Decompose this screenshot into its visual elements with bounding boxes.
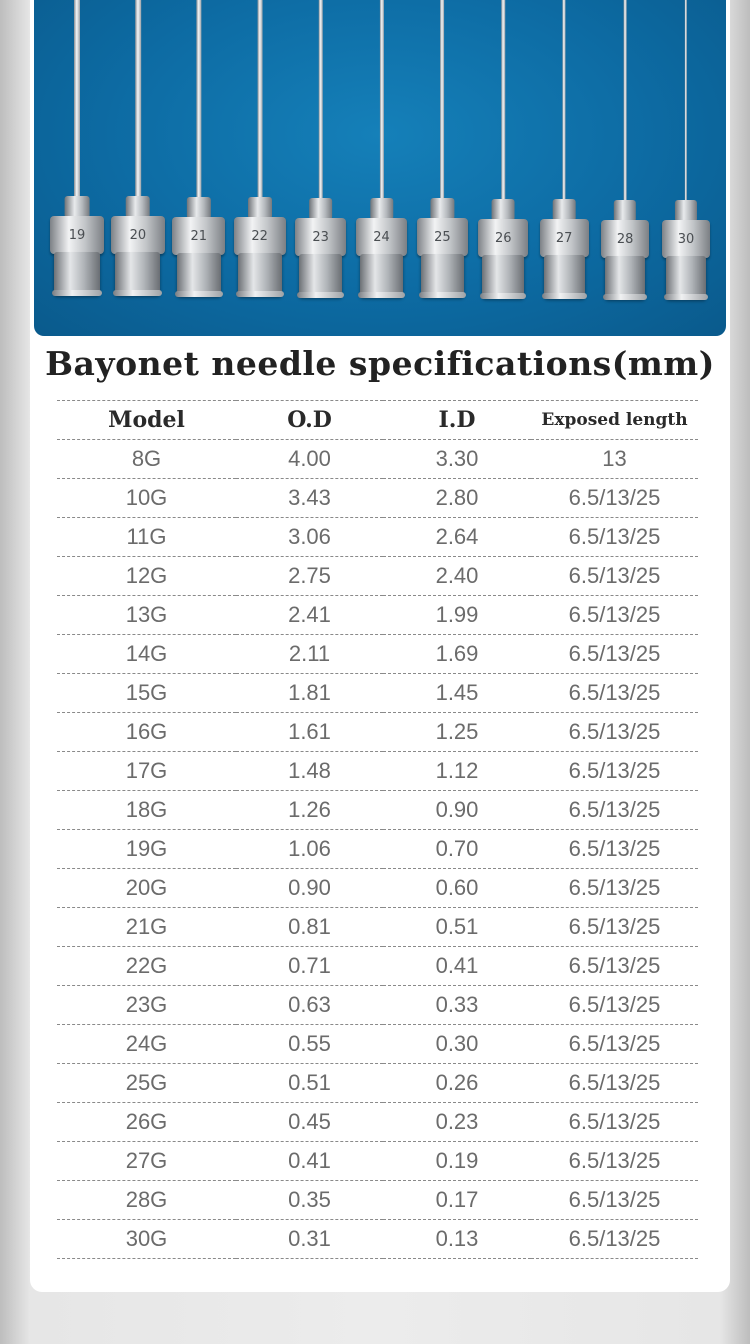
cell-model: 13G (57, 596, 236, 635)
needle-collar (309, 198, 333, 220)
cell-exposed-length: 6.5/13/25 (531, 830, 698, 869)
col-header-exposed-length: Exposed length (531, 401, 698, 440)
cell-exposed-length: 6.5/13/25 (531, 518, 698, 557)
cell-model: 28G (57, 1181, 236, 1220)
cell-id: 1.45 (383, 674, 531, 713)
table-row (57, 479, 698, 518)
needle-gauge-label: 27 (555, 231, 573, 247)
needle-21g (172, 0, 225, 300)
table-row (57, 752, 698, 791)
table-row (57, 635, 698, 674)
table-row (57, 1142, 698, 1181)
cell-id: 0.70 (383, 830, 531, 869)
cell-od: 0.55 (236, 1025, 383, 1064)
needle-22g (234, 0, 286, 300)
spec-table (57, 400, 698, 1259)
table-row (57, 1064, 698, 1103)
table-row (57, 791, 698, 830)
col-header-id: I.D (383, 401, 531, 440)
cell-model: 26G (57, 1103, 236, 1142)
needle-base (421, 254, 463, 296)
cell-model: 23G (57, 986, 236, 1025)
needle-collar (126, 196, 151, 218)
cell-model: 10G (57, 479, 236, 518)
cell-model: 30G (57, 1220, 236, 1259)
cell-id: 3.30 (383, 440, 531, 479)
needle-base (605, 256, 646, 298)
needle-gauge-label: 26 (495, 230, 512, 246)
cell-id: 0.23 (383, 1103, 531, 1142)
table-row (57, 986, 698, 1025)
cell-exposed-length: 6.5/13/25 (531, 1181, 698, 1220)
cell-model: 12G (57, 557, 236, 596)
needle-20g (111, 0, 164, 300)
table-row (57, 713, 698, 752)
needle-base (54, 252, 99, 294)
cell-id: 2.40 (383, 557, 531, 596)
needle-gauge-label: 25 (434, 230, 451, 246)
table-row (57, 1103, 698, 1142)
cell-od: 0.31 (236, 1220, 383, 1259)
needle-base (666, 256, 706, 298)
needle-gauge-label: 21 (190, 228, 208, 244)
table-header-row (57, 401, 698, 440)
cell-model: 18G (57, 791, 236, 830)
cell-od: 0.35 (236, 1181, 383, 1220)
cell-id: 1.25 (383, 713, 531, 752)
needle-shaft (685, 0, 687, 200)
table-row (57, 440, 698, 479)
needle-shaft (563, 0, 566, 199)
cell-od: 1.61 (236, 713, 383, 752)
needle-base (544, 255, 585, 297)
cell-exposed-length: 6.5/13/25 (531, 791, 698, 830)
needle-collar (553, 199, 576, 221)
cell-exposed-length: 6.5/13/25 (531, 1220, 698, 1259)
col-header-model: Model (57, 401, 236, 440)
cell-od: 0.71 (236, 947, 383, 986)
cell-exposed-length: 6.5/13/25 (531, 752, 698, 791)
needle-28g (601, 0, 650, 300)
cell-id: 1.69 (383, 635, 531, 674)
needle-23g (295, 0, 347, 300)
needle-19g (50, 0, 104, 300)
cell-od: 0.81 (236, 908, 383, 947)
cell-id: 0.26 (383, 1064, 531, 1103)
cell-od: 2.11 (236, 635, 383, 674)
table-row (57, 1220, 698, 1259)
table-row (57, 518, 698, 557)
needle-shaft (440, 0, 444, 198)
table-row (57, 674, 698, 713)
cell-model: 14G (57, 635, 236, 674)
table-row (57, 947, 698, 986)
needle-shaft (379, 0, 383, 198)
cell-id: 0.90 (383, 791, 531, 830)
needle-base (299, 254, 342, 296)
table-row (57, 1025, 698, 1064)
needle-shaft (196, 0, 201, 197)
cell-exposed-length: 6.5/13/25 (531, 947, 698, 986)
needle-collar (370, 198, 393, 220)
needle-rim (236, 291, 284, 297)
table-body (57, 440, 698, 1259)
cell-od: 1.81 (236, 674, 383, 713)
needle-collar (431, 198, 454, 220)
cell-exposed-length: 6.5/13/25 (531, 713, 698, 752)
cell-exposed-length: 13 (531, 440, 698, 479)
cell-id: 0.41 (383, 947, 531, 986)
cell-od: 4.00 (236, 440, 383, 479)
cell-exposed-length: 6.5/13/25 (531, 479, 698, 518)
cell-id: 1.12 (383, 752, 531, 791)
cell-exposed-length: 6.5/13/25 (531, 596, 698, 635)
cell-od: 3.43 (236, 479, 383, 518)
cell-id: 0.30 (383, 1025, 531, 1064)
cell-model: 19G (57, 830, 236, 869)
col-header-od: O.D (236, 401, 383, 440)
table-row (57, 596, 698, 635)
cell-model: 20G (57, 869, 236, 908)
cell-model: 22G (57, 947, 236, 986)
needle-collar (65, 196, 90, 218)
needle-rim (664, 294, 708, 300)
needle-30g (662, 0, 710, 300)
needle-collar (614, 200, 636, 222)
needle-24g (356, 0, 407, 300)
table-row (57, 557, 698, 596)
cell-id: 0.51 (383, 908, 531, 947)
cell-exposed-length: 6.5/13/25 (531, 1142, 698, 1181)
cell-exposed-length: 6.5/13/25 (531, 1103, 698, 1142)
needle-collar (187, 197, 211, 219)
needle-collar (248, 197, 272, 219)
cell-model: 15G (57, 674, 236, 713)
cell-exposed-length: 6.5/13/25 (531, 908, 698, 947)
needle-rim (175, 291, 224, 297)
cell-exposed-length: 6.5/13/25 (531, 635, 698, 674)
needle-rim (358, 292, 405, 298)
needle-base (238, 253, 282, 295)
table-row (57, 830, 698, 869)
cell-od: 0.63 (236, 986, 383, 1025)
cell-id: 0.17 (383, 1181, 531, 1220)
needle-shaft (502, 0, 505, 199)
needle-shaft (318, 0, 323, 198)
needle-rim (542, 293, 587, 299)
needle-rim (52, 290, 102, 296)
table-row (57, 869, 698, 908)
cell-model: 21G (57, 908, 236, 947)
cell-exposed-length: 6.5/13/25 (531, 986, 698, 1025)
cell-model: 8G (57, 440, 236, 479)
cell-od: 0.90 (236, 869, 383, 908)
needle-photo-banner (34, 0, 726, 336)
needle-gauge-label: 30 (677, 232, 695, 247)
needle-26g (478, 0, 528, 300)
needle-rim (297, 292, 344, 298)
needle-gauge-label: 23 (312, 229, 329, 245)
needle-base (360, 254, 403, 296)
table-row (57, 1181, 698, 1220)
needle-base (177, 253, 221, 295)
cell-model: 11G (57, 518, 236, 557)
cell-od: 3.06 (236, 518, 383, 557)
cell-od: 2.75 (236, 557, 383, 596)
cell-od: 1.26 (236, 791, 383, 830)
needle-base (115, 252, 160, 294)
cell-od: 1.06 (236, 830, 383, 869)
needle-gauge-label: 24 (373, 230, 390, 245)
cell-exposed-length: 6.5/13/25 (531, 1064, 698, 1103)
cell-id: 0.33 (383, 986, 531, 1025)
cell-exposed-length: 6.5/13/25 (531, 557, 698, 596)
cell-model: 24G (57, 1025, 236, 1064)
needle-base (482, 255, 524, 297)
spec-card (30, 0, 730, 1292)
cell-exposed-length: 6.5/13/25 (531, 869, 698, 908)
needle-rim (113, 290, 162, 296)
needle-shaft (74, 0, 80, 196)
needle-shaft (624, 0, 627, 200)
needle-collar (675, 200, 697, 222)
needle-gauge-label: 20 (129, 228, 147, 244)
needle-shaft (257, 0, 262, 197)
needle-rim (603, 294, 648, 300)
cell-id: 1.99 (383, 596, 531, 635)
needle-rim (480, 293, 526, 299)
needle-shaft (135, 0, 141, 196)
cell-id: 2.80 (383, 479, 531, 518)
cell-model: 17G (57, 752, 236, 791)
table-row (57, 908, 698, 947)
cell-id: 0.13 (383, 1220, 531, 1259)
cell-id: 0.60 (383, 869, 531, 908)
cell-od: 0.45 (236, 1103, 383, 1142)
cell-model: 16G (57, 713, 236, 752)
cell-od: 0.41 (236, 1142, 383, 1181)
cell-id: 0.19 (383, 1142, 531, 1181)
page-title: Bayonet needle specifications(mm) (45, 344, 715, 383)
cell-od: 1.48 (236, 752, 383, 791)
cell-od: 0.51 (236, 1064, 383, 1103)
needle-gauge-label: 22 (251, 229, 268, 245)
cell-exposed-length: 6.5/13/25 (531, 674, 698, 713)
needle-collar (492, 199, 515, 221)
cell-model: 27G (57, 1142, 236, 1181)
cell-id: 2.64 (383, 518, 531, 557)
needle-gauge-label: 19 (68, 228, 86, 243)
needle-gauge-label: 28 (616, 231, 634, 247)
cell-od: 2.41 (236, 596, 383, 635)
needle-25g (417, 0, 467, 300)
cell-model: 25G (57, 1064, 236, 1103)
needle-27g (540, 0, 589, 300)
cell-exposed-length: 6.5/13/25 (531, 1025, 698, 1064)
needle-rim (419, 292, 465, 298)
